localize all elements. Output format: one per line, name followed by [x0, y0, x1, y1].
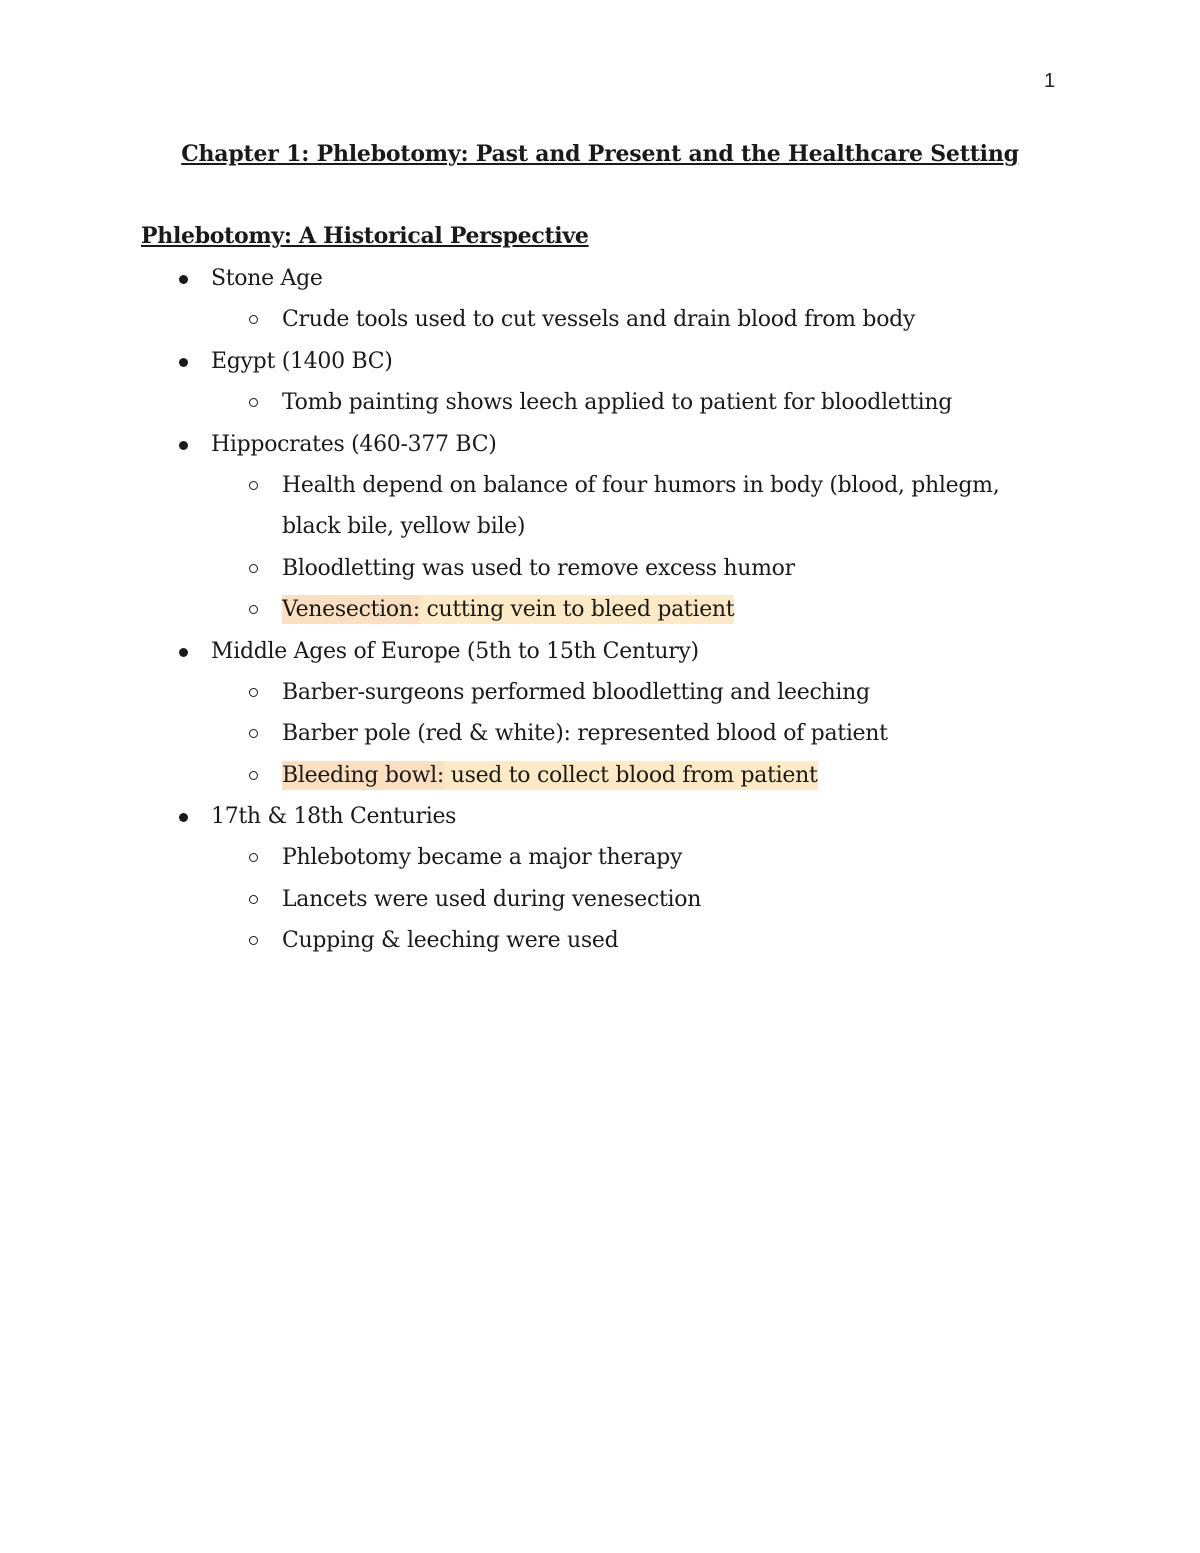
- bullet-circle-icon: [249, 398, 258, 407]
- bullet-circle-icon: [249, 605, 258, 614]
- sub-bullet-text: Crude tools used to cut vessels and drain blood from body: [282, 307, 916, 333]
- bullet-dot-icon: [179, 648, 188, 657]
- sub-bullet-item: [0, 672, 1200, 713]
- sub-bullet-text-continuation: black bile, yellow bile): [282, 514, 526, 540]
- sub-bullet-item: [0, 382, 1200, 423]
- bullet-circle-icon: [249, 936, 258, 945]
- bullet-circle-icon: [249, 771, 258, 780]
- bullet-item: [0, 631, 1200, 672]
- sub-bullet-item: [0, 755, 1200, 796]
- bullet-text: Hippocrates (460-377 BC): [211, 431, 497, 457]
- sub-bullet-continuation: [0, 506, 1200, 547]
- document-title: Chapter 1: Phlebotomy: Past and Present and the Healthcare Setting: [181, 141, 1019, 167]
- bullet-circle-icon: [249, 895, 258, 904]
- sub-bullet-text: Barber-surgeons performed bloodletting and leeching: [282, 679, 870, 705]
- sub-bullet-text: Bloodletting was used to remove excess humor: [282, 555, 795, 581]
- sub-bullet-text: Tomb painting shows leech applied to patient for bloodletting: [282, 390, 952, 416]
- sub-bullet-item: [0, 548, 1200, 589]
- bullet-circle-icon: [249, 481, 258, 490]
- outline-list: [0, 258, 1200, 962]
- sub-bullet-item: [0, 879, 1200, 920]
- bullet-circle-icon: [249, 853, 258, 862]
- bullet-circle-icon: [249, 729, 258, 738]
- bullet-circle-icon: [249, 688, 258, 697]
- sub-bullet-text: Health depend on balance of four humors in body (blood, phlegm,: [282, 472, 1000, 498]
- bullet-dot-icon: [179, 441, 188, 450]
- page-number: 1: [1044, 70, 1056, 92]
- sub-bullet-item: [0, 589, 1200, 630]
- bullet-text: 17th & 18th Centuries: [211, 804, 457, 830]
- sub-bullet-item: [0, 299, 1200, 340]
- bullet-text: Egypt (1400 BC): [211, 348, 393, 374]
- bullet-dot-icon: [179, 813, 188, 822]
- sub-bullet-text: Phlebotomy became a major therapy: [282, 845, 683, 871]
- sub-bullet-text: Cupping & leeching were used: [282, 928, 619, 954]
- bullet-text: Stone Age: [211, 266, 323, 291]
- sub-bullet-text: Lancets were used during venesection: [282, 886, 702, 912]
- sub-bullet-item: [0, 837, 1200, 878]
- highlighted-definition: used to collect blood from patient: [444, 762, 818, 788]
- highlighted-definition: cutting vein to bleed patient: [419, 597, 735, 623]
- highlighted-term: Venesection:: [282, 597, 420, 623]
- bullet-item: [0, 341, 1200, 382]
- bullet-text: Middle Ages of Europe (5th to 15th Century): [211, 638, 699, 664]
- sub-bullet-item: [0, 713, 1200, 754]
- bullet-circle-icon: [249, 564, 258, 573]
- bullet-dot-icon: [179, 358, 188, 367]
- bullet-item: [0, 796, 1200, 837]
- bullet-item: [0, 424, 1200, 465]
- section-heading: Phlebotomy: A Historical Perspective: [141, 223, 589, 249]
- sub-bullet-item: [0, 465, 1200, 506]
- highlighted-term: Bleeding bowl:: [282, 762, 445, 788]
- bullet-item: [0, 258, 1200, 299]
- bullet-circle-icon: [249, 315, 258, 324]
- sub-bullet-text: Barber pole (red & white): represented blood of patient: [282, 721, 888, 747]
- bullet-dot-icon: [179, 275, 188, 284]
- sub-bullet-item: [0, 920, 1200, 961]
